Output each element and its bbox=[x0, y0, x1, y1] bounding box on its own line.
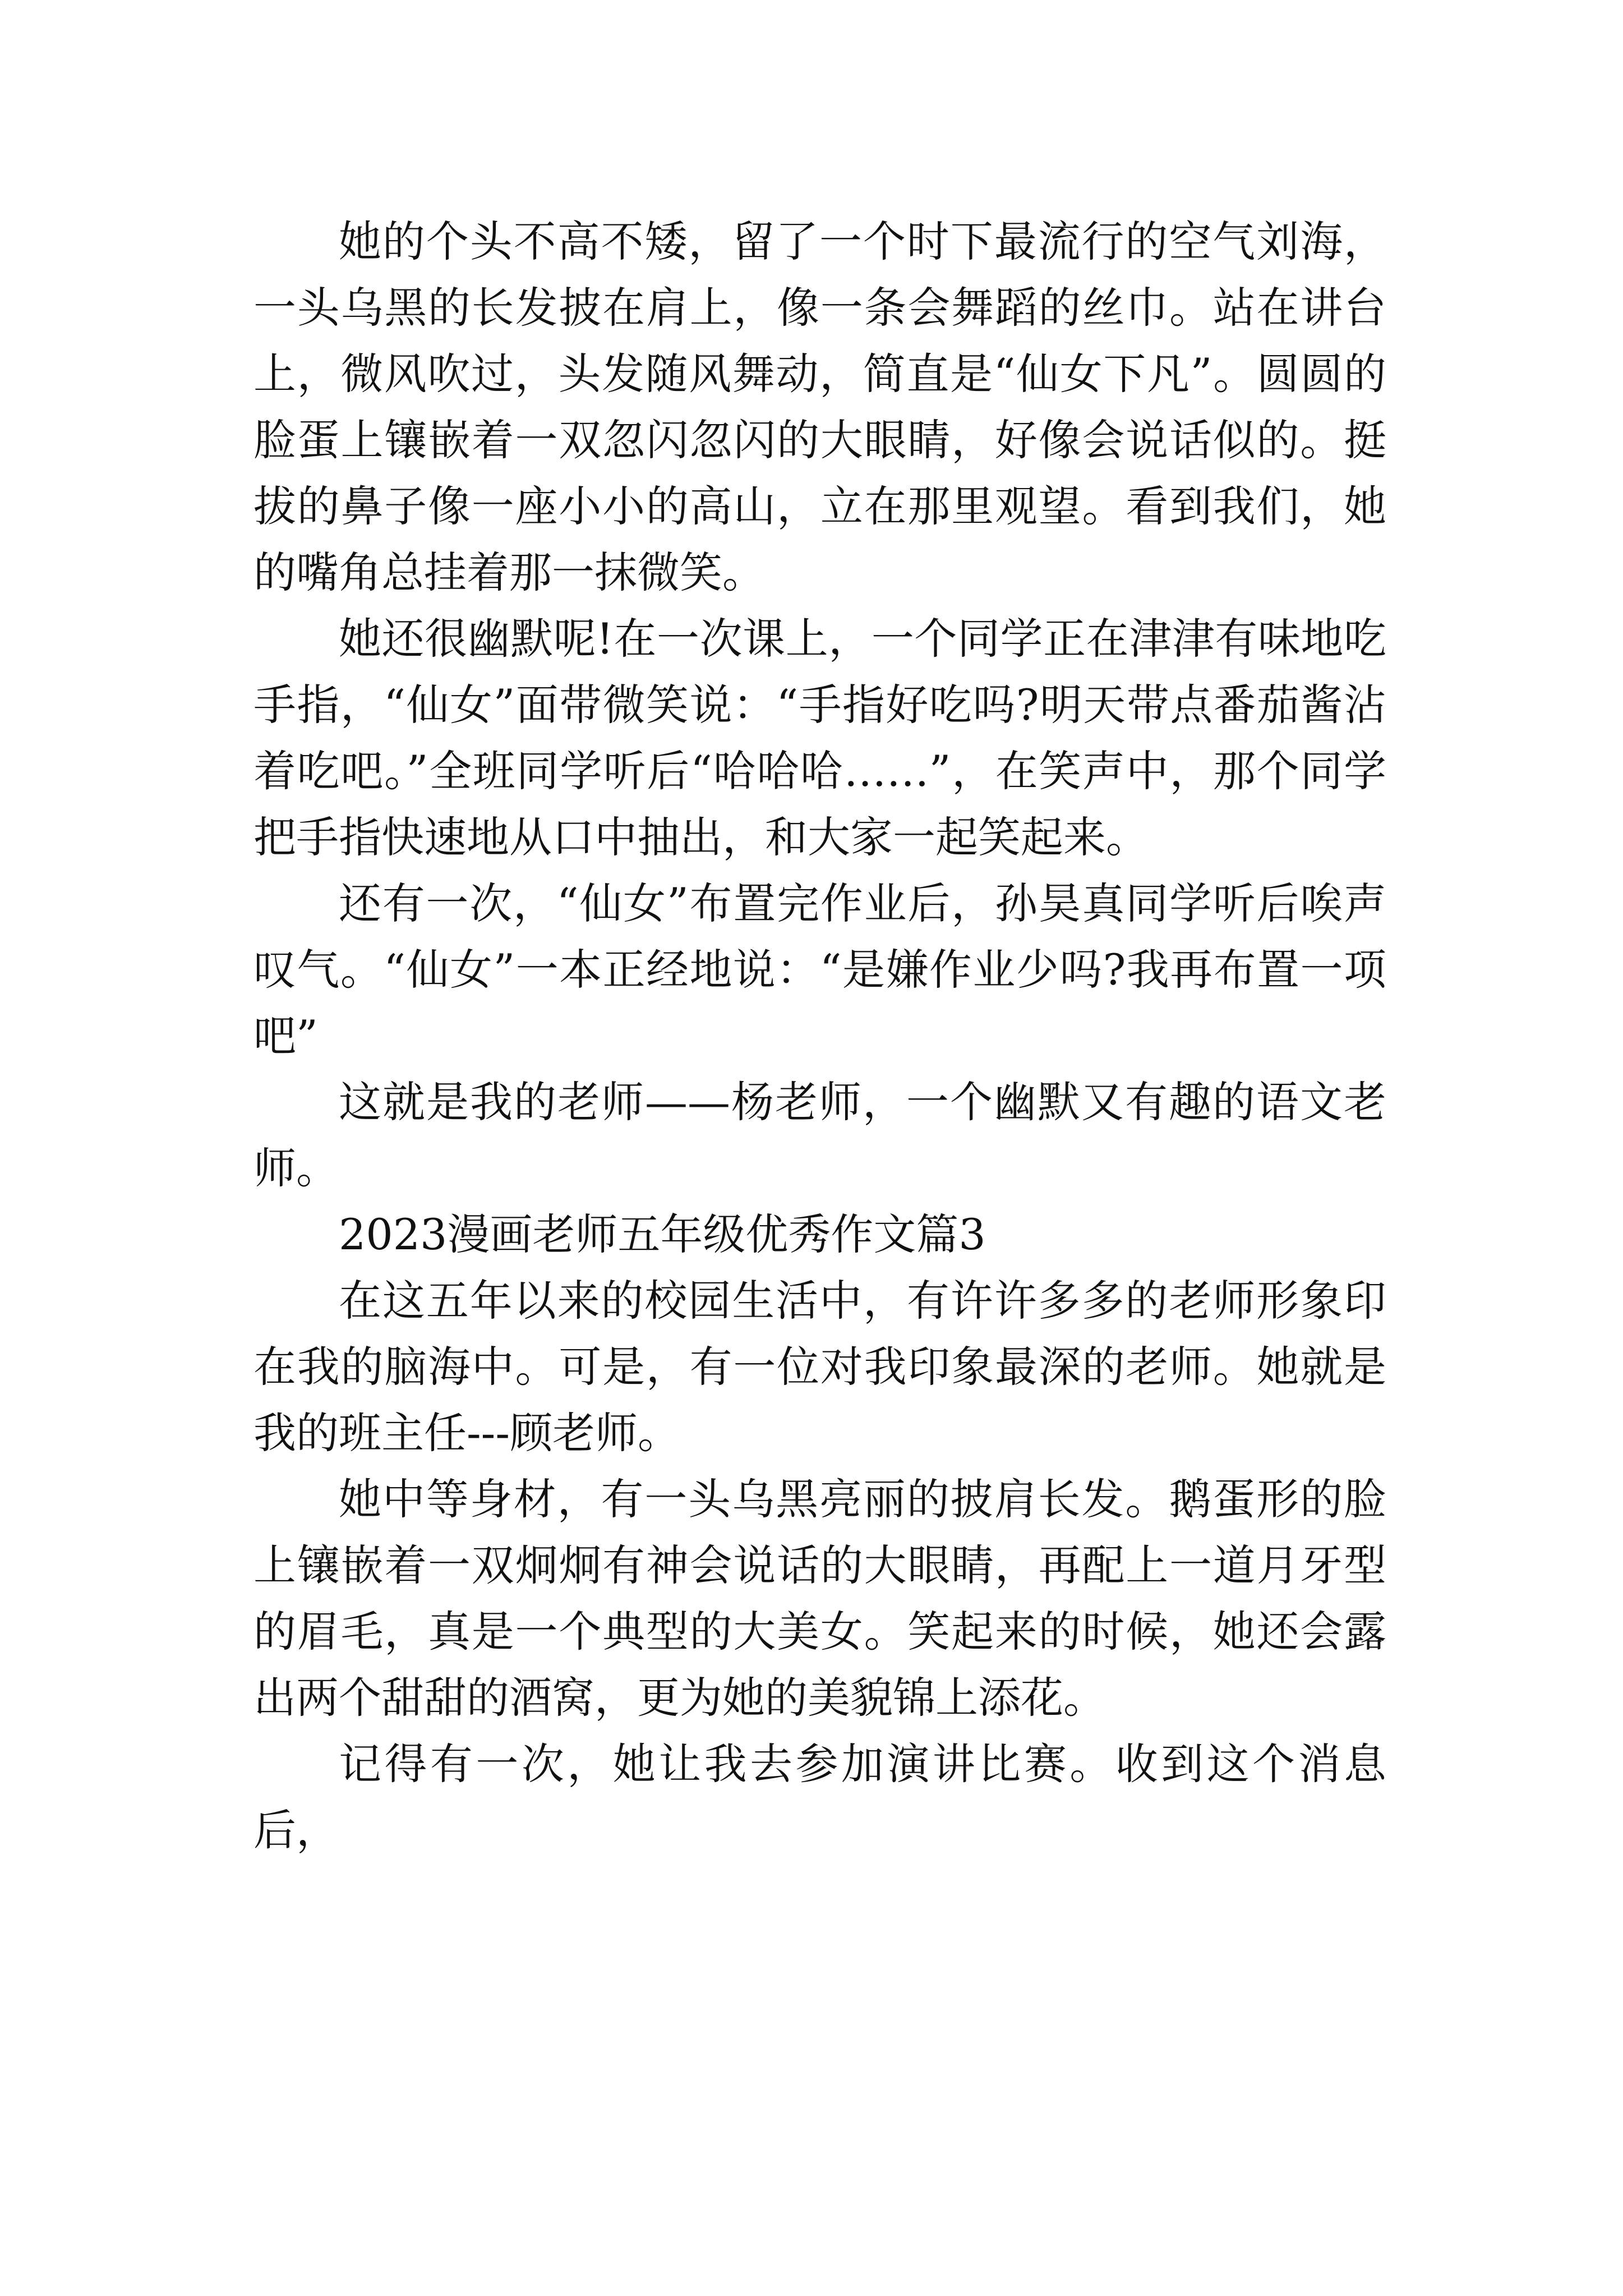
paragraph: 她还很幽默呢!在一次课上，一个同学正在津津有味地吃手指，“仙女”面带微笑说：“手指好吃吗?明天带点番茄酱沾着吃吧。”全班同学听后“哈哈哈……”，在笑声中，那个同学把手指快速地从口中抽出，和大家一起笑起来。 bbox=[253, 614, 1386, 862]
paragraph: 记得有一次，她让我去参加演讲比赛。收到这个消息后， bbox=[253, 1739, 1386, 1855]
paragraph: 还有一次，“仙女”布置完作业后，孙昊真同学听后唉声叹气。“仙女”一本正经地说：“是嫌作业少吗?我再布置一项吧” bbox=[253, 878, 1386, 1061]
paragraph: 这就是我的老师——杨老师，一个幽默又有趣的语文老师。 bbox=[253, 1077, 1386, 1193]
paragraph: 在这五年以来的校园生活中，有许许多多的老师形象印在我的脑海中。可是，有一位对我印象最深的老师。她就是我的班主任---顾老师。 bbox=[253, 1276, 1386, 1458]
document-body bbox=[253, 209, 1386, 1864]
paragraph: 她中等身材，有一头乌黑亮丽的披肩长发。鹅蛋形的脸上镶嵌着一双炯炯有神会说话的大眼睛，再配上一道月牙型的眉毛，真是一个典型的大美女。笑起来的时候，她还会露出两个甜甜的酒窝，更为她的美貌锦上添花。 bbox=[253, 1474, 1386, 1723]
paragraph: 她的个头不高不矮，留了一个时下最流行的空气刘海，一头乌黑的长发披在肩上，像一条会舞蹈的丝巾。站在讲台上，微风吹过，头发随风舞动，简直是“仙女下凡”。圆圆的脸蛋上镶嵌着一双忽闪忽闪的大眼睛，好像会说话似的。挺拔的鼻子像一座小小的高山，立在那里观望。看到我们，她的嘴角总挂着那一抹微笑。 bbox=[253, 217, 1386, 597]
section-heading: 2023漫画老师五年级优秀作文篇3 bbox=[339, 1209, 986, 1259]
